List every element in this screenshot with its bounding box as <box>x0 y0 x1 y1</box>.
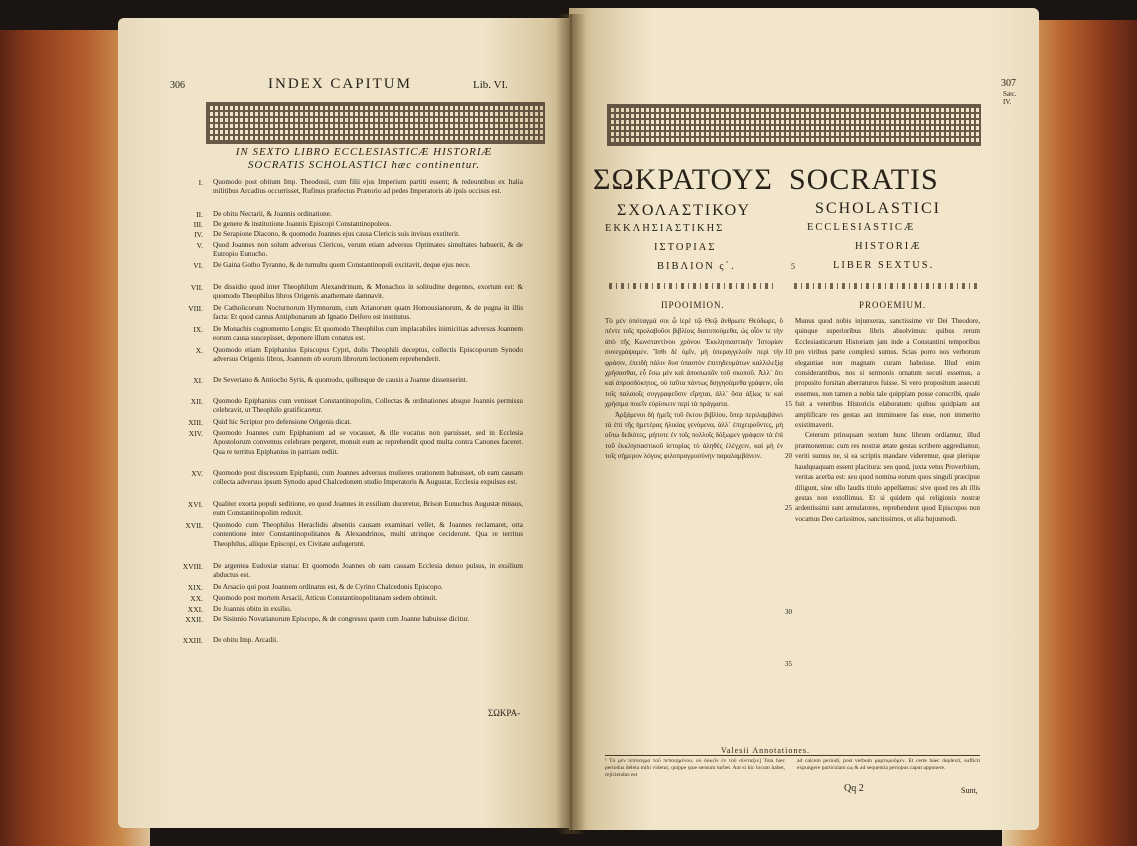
toc-number: XV. <box>191 469 203 478</box>
toc-entry: Quomodo Joannes cum Epiphanium ad se vocasset, & ille vocatus non paruisset, sed in Ecclesia Apostolorum conventus celebrare pergeret, monuit eum ac reprehendit quod multa contra Canones faceret. Qua re territus Epiphanius in patriam rediit. <box>213 429 523 456</box>
latin-column <box>795 316 980 524</box>
right-page: 307 Sæc. IV. ΣΩΚΡΑΤΟΥΣ SOCRATIS ΣΧΟΛΑΣΤΙΚΟΥ SCHOLASTICI ΕΚΚΛΗΣΙΑΣΤΙΚΗΣ ECCLESIASTICÆ ΙΣΤΟΡΙΑΣ HISTORIÆ ΒΙΒΛΙΟΝ ς΄. 5 LIBER SEXTUS. ΠΡΟΟΙΜΙΟΝ. PROOEMIUM. Τὸ μὲν ὑπόταγμά σοι ὦ ἱερὲ τῷ Θεῷ ἄνθρωπε Θεόδωρε, ὃ πέντε τοῖς προλαβοῦσι βιβλίοις διατυπούμεθα, ὡς οἷόν τε τὴν ἀπὸ τῆς Κωνσταντίνου χρόνου Ἐκκλησιαστικὴν Ἱστορίαν συνεγράψαμεν. Ἴσθι δὲ ὑμῖν, μὴ ὑπεραγγελοῦν περὶ τὴν φράσιν, ἐπειδὴ πάλιν δυσ ὑπαστὸν ἐπιτηδευμάτων καλλιλεξίᾳ χρήσασθαι, εὖ ἔσω μὲν καὶ ἀποσιωπᾶν τοῦ σκοποῦ. Ἀλλ᾽ ὅτι καὶ ἀπροσδόκητος, οὐ ταῦτα πάντως διηγησάμεθα γράφειν, οἷα τοῖς παλαιοῖς συγγραφεῦσιν εἴρηται, ἀλλ᾽ ὅσα ἀξίως τε καὶ χρήσιμα ποιεῖν εὑρίσκειν περὶ τὰ πράγματα. Ἀρξάμενοι δὴ ἡμεῖς τοῦ ἕκτου βιβλίου, ὅπερ περιλαμβάνει τὰ ἐπὶ τῆς ἡμετέρας ἡλικίας γενόμενα, ἀλλ᾽ ἐπιχειροῦντες, μὴ οὕτω δεδιότες, μήποτε ἐν τοῖς πολλοῖς δόξωμεν γράφειν τὰ ἐπὶ τοῦ ἐκκλησιαστικοῦ ἱστορίας τὸ ἀληθὲς ἐλέγχειν, καὶ μὴ ἐν τοῖς σήμερον λόγοις φιλοπραγμοσύνην παραλαμβάνειν. Munus quod nobis injunxeras, sanctissime vir Dei Theodore, quinque superioribus libris absolvimus: quibus rerum Ecclesiasticarum Historiam jam inde a Constantini temporibus pro viribus parte complexi sumus. Scias porro nos verborum elegantiae non magnam curam habuisse. Illud enim considerantibus, nos si sermonis ornatum secuti essemus, a proposito forsitan aberraturos fuisse. Si vero propositum assecuti essemus, non tamen a nobis tale quippiam posse conscribi, quale fuit a veteribus Historicis elaboratum: quibus quidpiam aut amplificare res gestas aut imminuere fas esse, non immerito existimaverit. Ceterum prinsquam sextum hunc librum ordiamur, illud præmonemus: cum res nostræ ætate gestas scribere aggrediamur, veriti sumus ne, si ea scriptis mandare videremur, quæ plerique haudquaquam essent placitura: seu quod, juxta vetus Proverbium, veritas acerba est: seu quod nomina eorum quos singuli præcipue diligunt, sine ullo laudis titulo appellamus: sive quod res ab illis gestas non extollimus. Et si quidem qui religionis nostræ ardentissimi sunt æmulatores, reprehendent quod Episcopos non vocamus Deo carissimos, sanctissimos, et alia hujusmodi. 10 15 20 25 30 35 Valesii Annotationes. ¹ Τὸ μὲν ὑπόταγμα τοῦ πεποιημένου, οὐ δοκεῖν ἐν τοῦ σύνταξιν] Tota hæc periodus deleta mihi videtur, quippe quæ sensum turbet. Aut si hic locum habet, rejiciendus est ad calcem periodi, post verbum μαρτυροῦμεν. Et certe haec deplexit, sufficit expungere particulam ὡς & ad sequentia periopus caput apponere. Qq 2 Sunt, <box>569 8 1039 830</box>
toc-number: XXI. <box>187 605 203 614</box>
greek-prooemium-heading: ΠΡΟΟΙΜΙΟΝ. <box>661 300 725 310</box>
latin-strip-ornament <box>794 283 979 289</box>
toc-entry: Quod Joannes non solum adversus Clericos, verum etiam adversus Optimates simultates habuerit, & de Eutropio Eunucho. <box>213 241 523 259</box>
toc-entry: Quomodo post discessum Epiphanii, cum Joannes adversus mulieres orationem habuisset, ob eam causam collecta adversus ipsum Synodo apud Chalcedonem studio Imperatoris & Augustæ, Ecclesia expulsus est. <box>213 469 523 487</box>
toc-number: XXIII. <box>182 636 203 645</box>
latin-book-number: LIBER SEXTUS. <box>833 260 935 271</box>
line-marker-5: 5 <box>791 262 795 271</box>
greek-paragraph-1: Τὸ μὲν ὑπόταγμά σοι ὦ ἱερὲ τῷ Θεῷ ἄνθρωπε Θεόδωρε, ὃ πέντε τοῖς προλαβοῦσι βιβλίοις διατυπούμεθα, ὡς οἷόν τε τὴν ἀπὸ τῆς Κωνσταντίνου χρόνου Ἐκκλησιαστικὴν Ἱστορίαν συνεγράψαμεν. Ἴσθι δὲ ὑμῖν, μὴ ὑπεραγγελοῦν περὶ τὴν φράσιν, ἐπειδὴ πάλιν δυσ ὑπαστὸν ἐπιτηδευμάτων καλλιλεξίᾳ χρήσασθαι, εὖ ἔσω μὲν καὶ ἀποσιωπᾶν τοῦ σκοποῦ. Ἀλλ᾽ ὅτι καὶ ἀπροσδόκητος, οὐ ταῦτα πάντως διηγησάμεθα γράφειν, οἷα τοῖς παλαιοῖς συγγραφεῦσιν εἴρηται, ἀλλ᾽ ὅσα ἀξίως τε καὶ χρήσιμα ποιεῖν εὑρίσκειν περὶ τὰ πράγματα. <box>605 317 783 409</box>
toc-number: XIII. <box>188 418 203 427</box>
toc-entry: Qualiter exorta populi seditione, eo quod Joannes in exsilium duceretur, Brison Eunuchus Augustæ missus, eum Constantinopolim reduxit. <box>213 500 523 518</box>
greek-paragraph-2: Ἀρξάμενοι δὴ ἡμεῖς τοῦ ἕκτου βιβλίου, ὅπερ περιλαμβάνει τὰ ἐπὶ τῆς ἡμετέρας ἡλικίας γενόμενα, ἀλλ᾽ ἐπιχειροῦντες, μὴ οὕτω δεδιότες, μήποτε ἐν τοῖς πολλοῖς δόξωμεν γράφειν τὰ ἐπὶ τοῦ ἐκκλησιαστικοῦ ἱστορίας τὸ ἀληθὲς ἐλέγχειν, καὶ μὴ ἐν τοῖς σήμερον λόγοις φιλοπραγμοσύνην παραλαμβάνειν. <box>605 410 783 461</box>
toc-number: X. <box>195 346 203 355</box>
latin-subtitle-2: ECCLESIASTICÆ <box>807 222 916 233</box>
greek-author-title: ΣΩΚΡΑΤΟΥΣ <box>593 163 773 196</box>
toc-entry: De Gaina Gotho Tyranno, & de tumultu quem Constantinopoli excitavit, deque ejus nece. <box>213 261 471 269</box>
toc-entry: De Arsacio qui post Joannem ordinatus est, & de Cyrino Chalcedonis Episcopo. <box>213 583 443 591</box>
toc-number: II. <box>196 210 203 219</box>
toc-number: VII. <box>190 283 203 292</box>
left-page <box>118 18 573 828</box>
toc-entry: De Sisinnio Novatianorum Episcopo, & de congressu quem cum Joanne habuisse dicitur. <box>213 615 470 623</box>
toc-number: III. <box>193 220 203 229</box>
toc-entry: De Severiano & Antiocho Syris, & quomodo, quibusque de causis a Joanne dissenserint. <box>213 376 468 384</box>
notes-rule <box>605 755 980 756</box>
toc-entry: De obitu Imp. Arcadii. <box>213 636 278 644</box>
latin-prooemium-heading: PROOEMIUM. <box>859 300 927 310</box>
toc-number: V. <box>196 241 203 250</box>
toc-entry: Quid hic Scriptor pro defensione Origenis dicat. <box>213 418 352 426</box>
left-catchword: ΣΩΚΡΑ- <box>488 708 521 718</box>
toc-entry: De dissidio quod inter Theophilum Alexandrinum, & Monachos in solitudine degentes, exortum est: & quomodo Theophilus libros Origenis anathemate damnavit. <box>213 283 523 301</box>
headpiece-ornament-right <box>607 104 981 146</box>
toc-number: XVI. <box>187 500 203 509</box>
toc-number: XII. <box>190 397 203 406</box>
toc-number: XVII. <box>185 521 203 530</box>
latin-subtitle-1: SCHOLASTICI <box>815 200 942 217</box>
toc-number: IX. <box>193 325 203 334</box>
toc-number: XX. <box>190 594 203 603</box>
right-page-number: 307 <box>1001 78 1016 89</box>
toc-entry: De Catholicorum Nocturnorum Hymnorum, cum Arianorum quam Homousianorum, & de pugna in illis facta: Et quod cantus Antiphonarum ab Ignatio Deifero est institutus. <box>213 304 523 322</box>
toc-number: VI. <box>193 261 203 270</box>
greek-subtitle-3: ΙΣΤΟΡΙΑΣ <box>654 242 717 253</box>
toc-heading-line1: IN SEXTO LIBRO ECCLESIASTICÆ HISTORIÆ <box>235 146 493 158</box>
toc-heading-line2: SOCRATIS SCHOLASTICI hæc continentur. <box>247 159 481 171</box>
left-running-head-book: Lib. VI. <box>473 79 508 91</box>
toc-entry: De argentea Eudoxiæ statua: Et quomodo Joannes ob eam causam Ecclesia denuo pulsus, in exsilium abductus est. <box>213 562 523 580</box>
toc-entry: Quomodo post obitum Imp. Theodosii, cum filii ejus Imperium partiti essent; & redeuntibus ex Italia militibus Arcadius occurrisset, Rufinus præfectus Prætorio ad pedes Imperatoris ab ipsis occisus est. <box>213 178 523 196</box>
latin-paragraph-2: Ceterum prinsquam sextum hunc librum ordiamur, illud præmonemus: cum res nostræ ætate gestas scribere aggrediamur, veriti sumus ne, si ea scriptis mandare videremur, quæ plerique haudquaquam essent placitura: seu quod, juxta vetus Proverbium, veritas acerba est: seu quod nomina eorum quos singuli præcipue diligunt, sine ullo laudis titulo appellamus: sive quod res ab illis gestas non extollimus. Et si quidem qui religionis nostræ ardentissimi sunt æmulatores, reprehendent quod Episcopos non vocamus Deo carissimos, sanctissimos, et alia hujusmodi. <box>795 431 980 523</box>
toc-number: I. <box>198 178 203 187</box>
headpiece-ornament <box>206 102 545 144</box>
book-gutter <box>556 14 586 834</box>
greek-subtitle-2: ΕΚΚΛΗΣΙΑΣΤΙΚΗΣ <box>605 223 725 234</box>
toc-entry: De obitu Nectarii, & Joannis ordinatione. <box>213 210 332 218</box>
greek-subtitle-1: ΣΧΟΛΑΣΤΙΚΟΥ <box>617 202 751 219</box>
toc-number: XIV. <box>188 429 203 438</box>
annotations-heading: Valesii Annotationes. <box>721 746 810 755</box>
toc-entry: Quomodo Epiphanius cum venisset Constantinopolim, Collectas & ordinationes absque Joannis permissu celebravit, ut Theophilo gratificaretur. <box>213 397 523 415</box>
toc-entry: De Monachis cognomento Longis: Et quomodo Theophilus cum implacabiles inimicitias adversus Joannem eorum causa suscepisset, deponere illum conatus est. <box>213 325 523 343</box>
signature-mark: Qq 2 <box>844 783 864 794</box>
toc-entry: Quomodo cum Theophilus Heraclidis absentis causam examinari vellet, & Joannes reclamaret, orta contentione inter Constantinopolitanos & Alexandrinos, multi utrinque ceciderunt. Qua re territus Theophilus, aliique Episcopi, ex Civitate aufugerunt. <box>213 521 523 548</box>
annotation-right-column: ad calcem periodi, post verbum μαρτυροῦμεν. Et certe haec deplexit, sufficit expungere particulam ὡς & ad sequentia periopus caput apponere. <box>797 758 980 772</box>
toc-number: XXII. <box>185 615 203 624</box>
latin-paragraph-1: Munus quod nobis injunxeras, sanctissime vir Dei Theodore, quinque superioribus libris absolvimus: quibus rerum Ecclesiasticarum Historiam jam inde a Constantini temporibus pro viribus parte complexi sumus. Scias porro nos verborum elegantiae non magnam curam habuisse. Illud enim considerantibus, nos si sermonis ornatum secuti essemus, a proposito forsitan aberraturos fuisse. Si vero propositum assecuti essemus, non tamen a nobis tale quippiam posse conscribi, quale fuit a veteribus Historicis elaboratum: quibus quidpiam aut amplificare res gestas aut imminuere fas esse, non immerito existimaverit. <box>795 317 980 430</box>
left-running-head: INDEX CAPITUM <box>268 76 412 92</box>
annotation-left-column: ¹ Τὸ μὲν ὑπόταγμα τοῦ πεποιημένου, οὐ δοκεῖν ἐν τοῦ σύνταξιν] Tota hæc periodus deleta mihi videtur, quippe quæ sensum turbet. Aut si hic locum habet, rejiciendus est <box>605 758 785 779</box>
greek-book-number: ΒΙΒΛΙΟΝ ς΄. <box>657 261 736 272</box>
toc-number: XI. <box>193 376 203 385</box>
toc-entry: De Serapione Diacono, & quomodo Joannes ejus causa Clericis suis invisus exstiterit. <box>213 230 460 238</box>
toc-entry: De Joannis obitu in exsilio. <box>213 605 292 613</box>
greek-strip-ornament <box>609 283 774 289</box>
margin-note-century: Sæc. IV. <box>1003 90 1017 106</box>
toc-number: XIX. <box>187 583 203 592</box>
greek-column <box>605 316 783 462</box>
latin-author-title: SOCRATIS <box>789 163 939 196</box>
latin-subtitle-3: HISTORIÆ <box>855 241 922 252</box>
toc-entry: Quomodo post mortem Arsacii, Atticus Constantinopolitanam sedem obtinuit. <box>213 594 438 602</box>
left-page-number: 306 <box>170 80 185 91</box>
toc-entry: De genere & institutione Joannis Episcopi Constantinopoleos. <box>213 220 392 228</box>
toc-number: XVIII. <box>182 562 203 571</box>
toc-entry: Quomodo etiam Epiphanius Episcopus Cypri, dolis Theophili deceptus, collectis Episcoporum Synodo adversus Origenis libros, Joannem ob eorum librorum lectionem reprehenderit. <box>213 346 523 364</box>
toc-number: VIII. <box>188 304 203 313</box>
toc-number: IV. <box>194 230 203 239</box>
right-catchword: Sunt, <box>961 786 978 795</box>
